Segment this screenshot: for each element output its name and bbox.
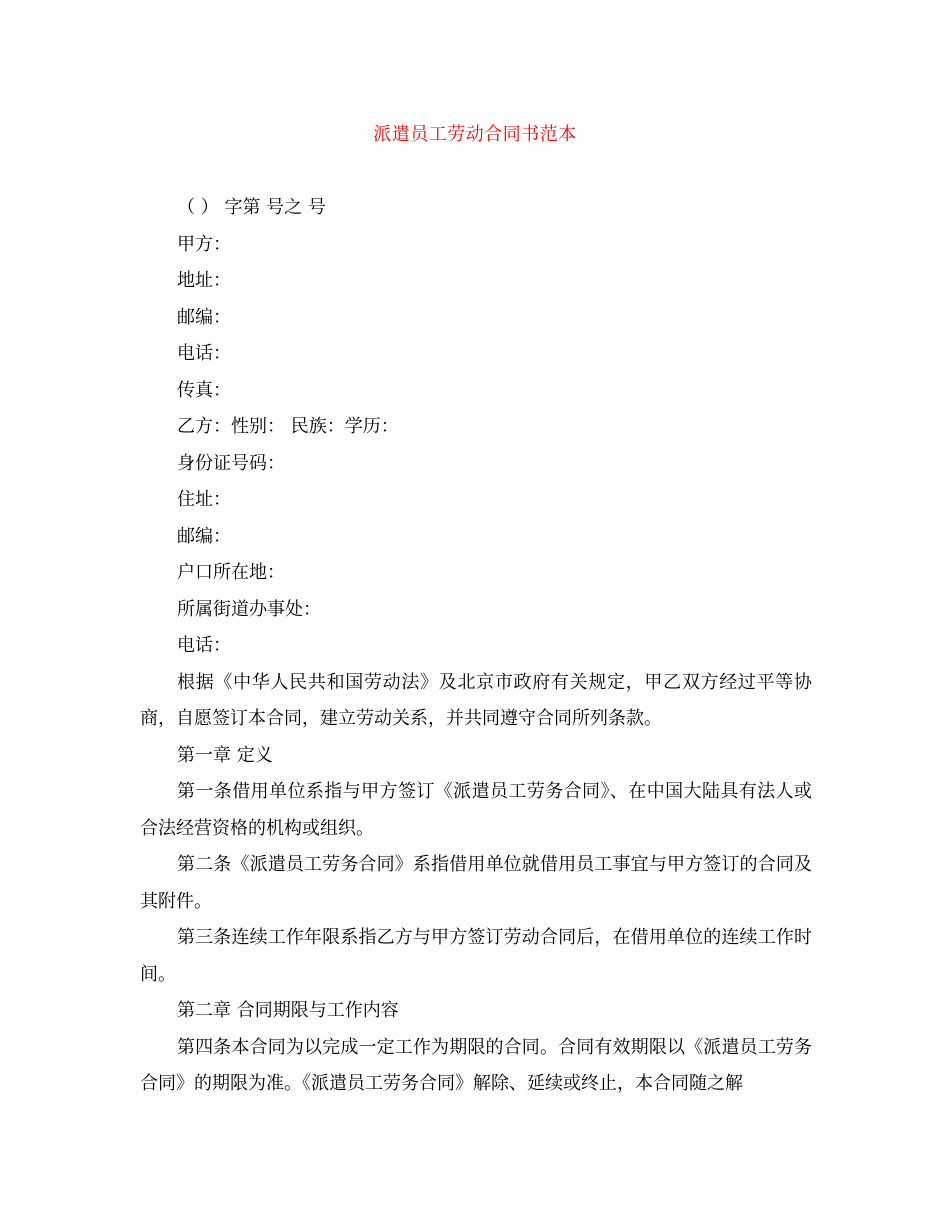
document-body (140, 190, 812, 1103)
party-a-label: 甲方： (177, 233, 231, 255)
document-title: 派遣员工劳动合同书范本 (373, 124, 577, 145)
article-paragraph: 第二条《派遣员工劳务合同》系指借用单位就借用员工事宜与甲方签订的合同及其附件。 (140, 854, 812, 912)
party-b-info-label: 乙方：性别： 民族：学历： (177, 416, 399, 437)
article-paragraph: 第四条本合同为以完成一定工作为期限的合同。合同有效期限以《派遣员工劳务合同》的期限为准。《派遣员工劳务合同》解除、延续或终止，本合同随之解 (140, 1036, 812, 1094)
party-a-fax-label: 传真： (177, 379, 231, 401)
party-b-postcode-label: 邮编： (177, 525, 231, 547)
intro-paragraph: 根据《中华人民共和国劳动法》及北京市政府有关规定，甲乙双方经过平等协商，自愿签订本合同，建立劳动关系，并共同遵守合同所列条款。 (140, 671, 812, 729)
party-a-phone-label: 电话： (177, 343, 231, 364)
contract-number-line: （ ） 字第 号之 号 (177, 197, 326, 218)
party-b-hukou-label: 户口所在地： (177, 562, 285, 583)
article-paragraph: 第一条借用单位系指与甲方签订《派遣员工劳务合同》、在中国大陆具有法人或合法经营资格的机构或组织。 (140, 781, 812, 839)
party-b-phone-label: 电话： (177, 635, 231, 656)
party-b-address-label: 住址： (177, 489, 231, 510)
party-a-address-label: 地址： (177, 270, 231, 291)
chapter-heading: 第一章 定义 (177, 744, 273, 766)
party-b-street-office-label: 所属街道办事处： (177, 598, 321, 620)
party-a-postcode-label: 邮编： (177, 306, 231, 328)
chapter-heading: 第二章 合同期限与工作内容 (177, 1000, 399, 1021)
article-paragraph: 第三条连续工作年限系指乙方与甲方签订劳动合同后，在借用单位的连续工作时间。 (140, 927, 812, 985)
party-b-id-label: 身份证号码： (177, 452, 285, 474)
